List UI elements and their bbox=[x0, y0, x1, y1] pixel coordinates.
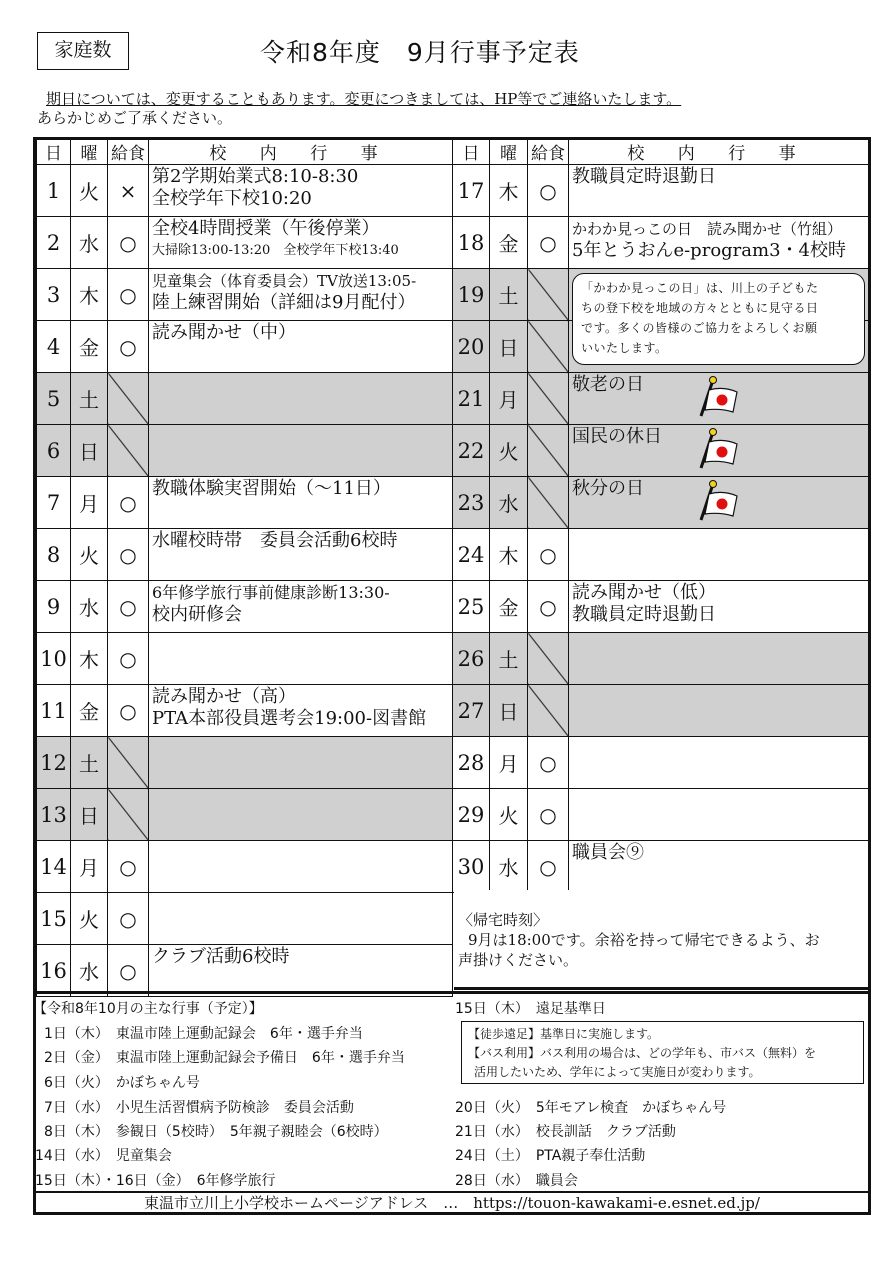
event-line: 職員会⑨ bbox=[572, 842, 644, 863]
event-cell bbox=[149, 477, 453, 529]
lunch-mark: ○ bbox=[108, 217, 149, 269]
october-item: 24日（土） PTA親子奉仕活動 bbox=[455, 1148, 646, 1164]
day-row bbox=[453, 633, 869, 685]
day-number: 17 bbox=[453, 165, 490, 217]
weekday: 月 bbox=[71, 477, 108, 529]
day-row bbox=[37, 269, 453, 321]
weekday: 土 bbox=[71, 737, 108, 789]
return-home-text: 9月は18:00です。余裕を持って帰宅できるよう、お bbox=[468, 931, 820, 949]
day-number: 21 bbox=[453, 373, 490, 425]
note-line: いいたします。 bbox=[581, 341, 668, 355]
event-line: 大掃除13:00-13:20 全校学年下校13:40 bbox=[152, 243, 399, 258]
event-cell bbox=[149, 685, 453, 737]
day-number: 14 bbox=[37, 841, 71, 893]
event-cell bbox=[149, 893, 453, 945]
no-lunch-slash bbox=[528, 269, 569, 321]
event-line: PTA本部役員選考会19:00-図書館 bbox=[152, 708, 427, 729]
note-line: です。多くの皆様のご協力をよろしくお願 bbox=[581, 321, 818, 335]
day-row bbox=[37, 685, 453, 737]
day-row bbox=[37, 477, 453, 529]
note-line: 活用したいため、学年によって実施日が変わります。 bbox=[474, 1065, 761, 1079]
weekday: 火 bbox=[71, 529, 108, 581]
event-line: 教職員定時退勤日 bbox=[572, 604, 716, 625]
lunch-mark: ○ bbox=[528, 529, 569, 581]
event-cell bbox=[149, 737, 453, 789]
october-item: 15日（木） 遠足基準日 bbox=[455, 1001, 606, 1017]
weekday: 月 bbox=[71, 841, 108, 893]
event-line: 全校4時間授業（午後停業） bbox=[152, 218, 380, 239]
weekday: 土 bbox=[71, 373, 108, 425]
lunch-mark: ○ bbox=[528, 581, 569, 633]
lunch-mark: ○ bbox=[528, 789, 569, 841]
col-day: 日 bbox=[453, 138, 490, 165]
lunch-mark: ○ bbox=[528, 841, 569, 893]
lunch-mark: ○ bbox=[108, 893, 149, 945]
weekday: 火 bbox=[71, 893, 108, 945]
lunch-mark: ○ bbox=[528, 165, 569, 217]
weekday: 金 bbox=[490, 581, 528, 633]
japan-flag-icon bbox=[693, 480, 743, 522]
calendar-header-right bbox=[453, 138, 869, 165]
day-number: 18 bbox=[453, 217, 490, 269]
day-number: 9 bbox=[37, 581, 71, 633]
event-line: 読み聞かせ（高） bbox=[152, 686, 296, 707]
event-cell bbox=[149, 945, 453, 997]
weekday: 日 bbox=[490, 685, 528, 737]
calendar-header-left bbox=[37, 138, 453, 165]
event-line: 秋分の日 bbox=[572, 478, 644, 499]
event-cell bbox=[149, 841, 453, 893]
weekday: 金 bbox=[71, 321, 108, 373]
day-row bbox=[453, 737, 869, 789]
weekday: 土 bbox=[490, 269, 528, 321]
lunch-mark: ○ bbox=[108, 529, 149, 581]
notice-line-1: 期日については、変更することもあります。変更につきましては、HP等でご連絡いたします。 bbox=[46, 90, 682, 108]
no-lunch-slash bbox=[528, 633, 569, 685]
day-number: 15 bbox=[37, 893, 71, 945]
event-line: 6年修学旅行事前健康診断13:30- bbox=[152, 583, 390, 602]
day-row bbox=[37, 841, 453, 893]
lunch-mark: ○ bbox=[108, 945, 149, 997]
day-number: 2 bbox=[37, 217, 71, 269]
event-line: 教職員定時退勤日 bbox=[572, 166, 716, 187]
weekday: 月 bbox=[490, 373, 528, 425]
return-home-text: 声掛けください。 bbox=[458, 951, 579, 969]
event-cell bbox=[149, 165, 453, 217]
return-home-time bbox=[454, 890, 868, 990]
excursion-note bbox=[461, 1021, 864, 1084]
note-line: ちの登下校を地域の方々とともに見守る日 bbox=[581, 301, 819, 315]
october-item: 2日（金） 東温市陸上運動記録会予備日 6年・選手弁当 bbox=[44, 1050, 405, 1066]
day-row bbox=[453, 165, 869, 217]
day-number: 12 bbox=[37, 737, 71, 789]
note-line: 「かわか見っこの日」は、川上の子どもた bbox=[581, 281, 819, 295]
return-home-title: 〈帰宅時刻〉 bbox=[458, 911, 549, 929]
october-title: 【令和8年10月の主な行事（予定）】 bbox=[33, 1001, 263, 1017]
col-day: 日 bbox=[37, 138, 71, 165]
japan-flag-icon bbox=[693, 428, 743, 470]
day-number: 7 bbox=[37, 477, 71, 529]
day-row bbox=[453, 581, 869, 633]
event-line: 全校学年下校10:20 bbox=[152, 188, 312, 209]
october-item: 1日（木） 東温市陸上運動記録会 6年・選手弁当 bbox=[44, 1026, 363, 1042]
col-events: 校 内 行 事 bbox=[569, 138, 869, 165]
no-lunch-slash bbox=[108, 737, 149, 789]
event-line: 児童集会（体育委員会）TV放送13:05- bbox=[152, 272, 417, 290]
day-row bbox=[453, 841, 869, 893]
notice-line-2: あらかじめご了承ください。 bbox=[37, 109, 233, 127]
event-cell bbox=[149, 217, 453, 269]
weekday: 木 bbox=[71, 269, 108, 321]
october-item: 21日（水） 校長訓話 クラブ活動 bbox=[455, 1124, 676, 1140]
col-meal: 給食 bbox=[528, 138, 569, 165]
lunch-mark: ○ bbox=[108, 269, 149, 321]
day-number: 20 bbox=[453, 321, 490, 373]
day-number: 5 bbox=[37, 373, 71, 425]
day-row bbox=[37, 893, 453, 945]
lunch-mark: ○ bbox=[528, 217, 569, 269]
event-line: 国民の休日 bbox=[572, 426, 662, 447]
event-line: 読み聞かせ（低） bbox=[572, 582, 716, 603]
event-cell bbox=[149, 321, 453, 373]
no-lunch-slash bbox=[528, 321, 569, 373]
no-lunch-slash bbox=[108, 789, 149, 841]
event-cell bbox=[569, 581, 869, 633]
note-line: 【徒歩遠足】基準日に実施します。 bbox=[468, 1027, 660, 1041]
event-cell bbox=[149, 633, 453, 685]
day-row bbox=[37, 217, 453, 269]
col-dow: 曜 bbox=[71, 138, 108, 165]
no-lunch-slash bbox=[108, 373, 149, 425]
event-cell bbox=[569, 633, 869, 685]
event-line: 校内研修会 bbox=[152, 604, 242, 625]
day-row bbox=[453, 789, 869, 841]
event-line: 5年とうおんe-program3・4校時 bbox=[572, 240, 846, 261]
day-number: 27 bbox=[453, 685, 490, 737]
calendar-right bbox=[452, 137, 869, 893]
october-item: 7日（水） 小児生活習慣病予防検診 委員会活動 bbox=[44, 1100, 354, 1116]
day-row bbox=[37, 165, 453, 217]
lunch-mark: ○ bbox=[108, 633, 149, 685]
weekday: 水 bbox=[71, 945, 108, 997]
note-line: 【バス利用】バス利用の場合は、どの学年も、市バス（無料）を bbox=[468, 1046, 817, 1060]
lunch-mark: ○ bbox=[528, 737, 569, 789]
event-cell bbox=[569, 165, 869, 217]
kawaka-mikko-note bbox=[572, 273, 865, 365]
day-number: 28 bbox=[453, 737, 490, 789]
event-cell bbox=[149, 269, 453, 321]
event-cell bbox=[569, 841, 869, 893]
weekday: 木 bbox=[71, 633, 108, 685]
weekday: 月 bbox=[490, 737, 528, 789]
weekday: 日 bbox=[71, 425, 108, 477]
day-number: 23 bbox=[453, 477, 490, 529]
weekday: 金 bbox=[490, 217, 528, 269]
day-number: 29 bbox=[453, 789, 490, 841]
event-cell bbox=[149, 425, 453, 477]
lunch-mark: × bbox=[108, 165, 149, 217]
event-cell bbox=[569, 217, 869, 269]
day-row bbox=[453, 217, 869, 269]
day-row bbox=[37, 425, 453, 477]
day-row bbox=[37, 737, 453, 789]
calendar-left bbox=[36, 137, 453, 997]
day-number: 11 bbox=[37, 685, 71, 737]
no-lunch-slash bbox=[528, 373, 569, 425]
day-number: 10 bbox=[37, 633, 71, 685]
day-row bbox=[37, 633, 453, 685]
event-cell bbox=[149, 789, 453, 841]
event-line: 教職体験実習開始（～11日） bbox=[152, 478, 391, 499]
day-row bbox=[37, 373, 453, 425]
day-number: 30 bbox=[453, 841, 490, 893]
col-events: 校 内 行 事 bbox=[149, 138, 453, 165]
weekday: 日 bbox=[71, 789, 108, 841]
event-cell bbox=[569, 685, 869, 737]
october-item: 15日（木）・16日（金） 6年修学旅行 bbox=[35, 1173, 276, 1189]
day-row bbox=[453, 425, 869, 477]
lunch-mark: ○ bbox=[108, 841, 149, 893]
event-cell bbox=[569, 789, 869, 841]
day-row bbox=[453, 685, 869, 737]
weekday: 土 bbox=[490, 633, 528, 685]
lunch-mark: ○ bbox=[108, 685, 149, 737]
weekday: 日 bbox=[490, 321, 528, 373]
day-row bbox=[453, 529, 869, 581]
page-title: 令和8年度 9月行事予定表 bbox=[260, 38, 580, 67]
event-line: 読み聞かせ（中） bbox=[152, 322, 296, 343]
event-line: クラブ活動6校時 bbox=[152, 946, 290, 967]
no-lunch-slash bbox=[528, 477, 569, 529]
event-cell bbox=[569, 737, 869, 789]
weekday: 金 bbox=[71, 685, 108, 737]
october-item: 6日（火） かぼちゃん号 bbox=[44, 1075, 200, 1091]
event-cell bbox=[569, 529, 869, 581]
weekday: 水 bbox=[71, 581, 108, 633]
japan-flag-icon bbox=[693, 376, 743, 418]
day-number: 24 bbox=[453, 529, 490, 581]
weekday: 水 bbox=[71, 217, 108, 269]
weekday: 木 bbox=[490, 529, 528, 581]
day-row bbox=[37, 581, 453, 633]
day-row bbox=[37, 789, 453, 841]
day-number: 6 bbox=[37, 425, 71, 477]
day-number: 3 bbox=[37, 269, 71, 321]
event-line: かわか見っこの日 読み聞かせ（竹組） bbox=[572, 220, 843, 238]
weekday: 木 bbox=[490, 165, 528, 217]
weekday: 火 bbox=[71, 165, 108, 217]
weekday: 火 bbox=[490, 789, 528, 841]
weekday: 火 bbox=[490, 425, 528, 477]
col-dow: 曜 bbox=[490, 138, 528, 165]
october-item: 20日（火） 5年モアレ検査 かぼちゃん号 bbox=[455, 1100, 727, 1116]
day-number: 26 bbox=[453, 633, 490, 685]
october-item: 8日（木） 参観日（5校時） 5年親子親睦会（6校時） bbox=[44, 1124, 388, 1140]
lunch-mark: ○ bbox=[108, 477, 149, 529]
no-lunch-slash bbox=[108, 425, 149, 477]
day-row bbox=[37, 945, 453, 997]
event-cell bbox=[149, 373, 453, 425]
day-row bbox=[37, 529, 453, 581]
day-number: 13 bbox=[37, 789, 71, 841]
homepage-address: 東温市立川上小学校ホームページアドレス … https://touon-kawakami-e.esnet.ed.jp/ bbox=[33, 1191, 871, 1215]
day-row bbox=[453, 373, 869, 425]
day-number: 4 bbox=[37, 321, 71, 373]
no-lunch-slash bbox=[528, 425, 569, 477]
event-line: 敬老の日 bbox=[572, 374, 644, 395]
event-line: 第2学期始業式8:10-8:30 bbox=[152, 166, 359, 187]
day-number: 25 bbox=[453, 581, 490, 633]
col-meal: 給食 bbox=[108, 138, 149, 165]
day-number: 22 bbox=[453, 425, 490, 477]
event-line: 水曜校時帯 委員会活動6校時 bbox=[152, 530, 398, 551]
day-row bbox=[453, 477, 869, 529]
day-number: 19 bbox=[453, 269, 490, 321]
october-item: 28日（水） 職員会 bbox=[455, 1173, 578, 1189]
day-number: 8 bbox=[37, 529, 71, 581]
lunch-mark: ○ bbox=[108, 321, 149, 373]
category-badge: 家庭数 bbox=[37, 32, 129, 70]
day-number: 16 bbox=[37, 945, 71, 997]
october-item: 14日（水） 児童集会 bbox=[35, 1148, 172, 1164]
event-cell bbox=[149, 581, 453, 633]
weekday: 水 bbox=[490, 841, 528, 893]
event-line: 陸上練習開始（詳細は9月配付） bbox=[152, 292, 416, 313]
day-row bbox=[37, 321, 453, 373]
event-cell bbox=[149, 529, 453, 581]
weekday: 水 bbox=[490, 477, 528, 529]
lunch-mark: ○ bbox=[108, 581, 149, 633]
no-lunch-slash bbox=[528, 685, 569, 737]
day-number: 1 bbox=[37, 165, 71, 217]
